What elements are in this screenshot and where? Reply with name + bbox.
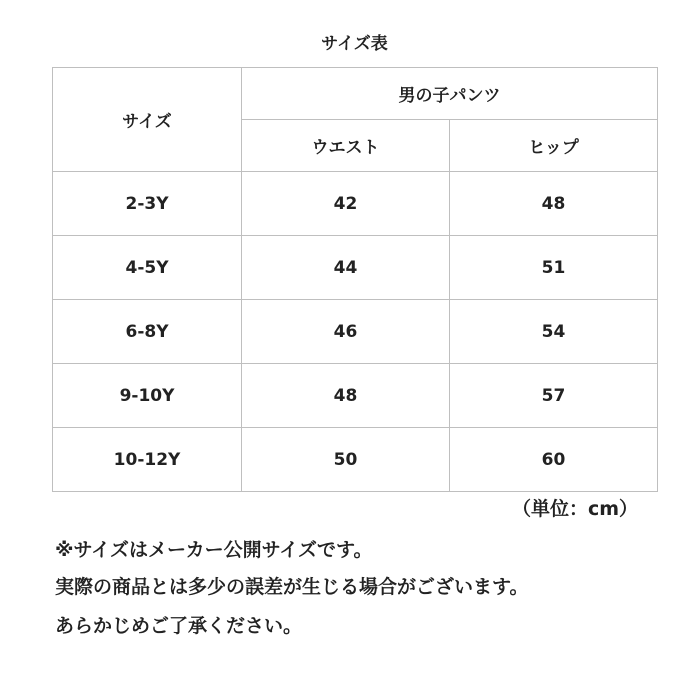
table-row xyxy=(53,364,658,428)
note-line: あらかじめご了承ください。 xyxy=(55,615,303,637)
note-line: ※サイズはメーカー公開サイズです。 xyxy=(55,539,373,561)
table-row xyxy=(53,172,658,236)
hip-cell: 60 xyxy=(450,428,658,492)
size-cell: 4-5Y xyxy=(53,236,242,300)
size-cell: 10-12Y xyxy=(53,428,242,492)
hip-column-header: ヒップ xyxy=(450,120,658,172)
size-table xyxy=(52,67,658,492)
waist-cell: 48 xyxy=(242,364,450,428)
waist-cell: 50 xyxy=(242,428,450,492)
size-cell: 2-3Y xyxy=(53,172,242,236)
table-header-row xyxy=(53,68,658,120)
hip-cell: 51 xyxy=(450,236,658,300)
page-title: サイズ表 xyxy=(321,34,388,54)
hip-cell: 54 xyxy=(450,300,658,364)
group-header: 男の子パンツ xyxy=(242,68,658,120)
table-row xyxy=(53,300,658,364)
waist-cell: 44 xyxy=(242,236,450,300)
table-row xyxy=(53,236,658,300)
hip-cell: 48 xyxy=(450,172,658,236)
waist-cell: 42 xyxy=(242,172,450,236)
waist-column-header: ウエスト xyxy=(242,120,450,172)
size-column-header: サイズ xyxy=(53,68,242,172)
size-cell: 9-10Y xyxy=(53,364,242,428)
waist-cell: 46 xyxy=(242,300,450,364)
note-line: 実際の商品とは多少の誤差が生じる場合がございます。 xyxy=(55,576,529,598)
hip-cell: 57 xyxy=(450,364,658,428)
unit-label: （単位：cm） xyxy=(511,498,638,520)
table-row xyxy=(53,428,658,492)
size-cell: 6-8Y xyxy=(53,300,242,364)
